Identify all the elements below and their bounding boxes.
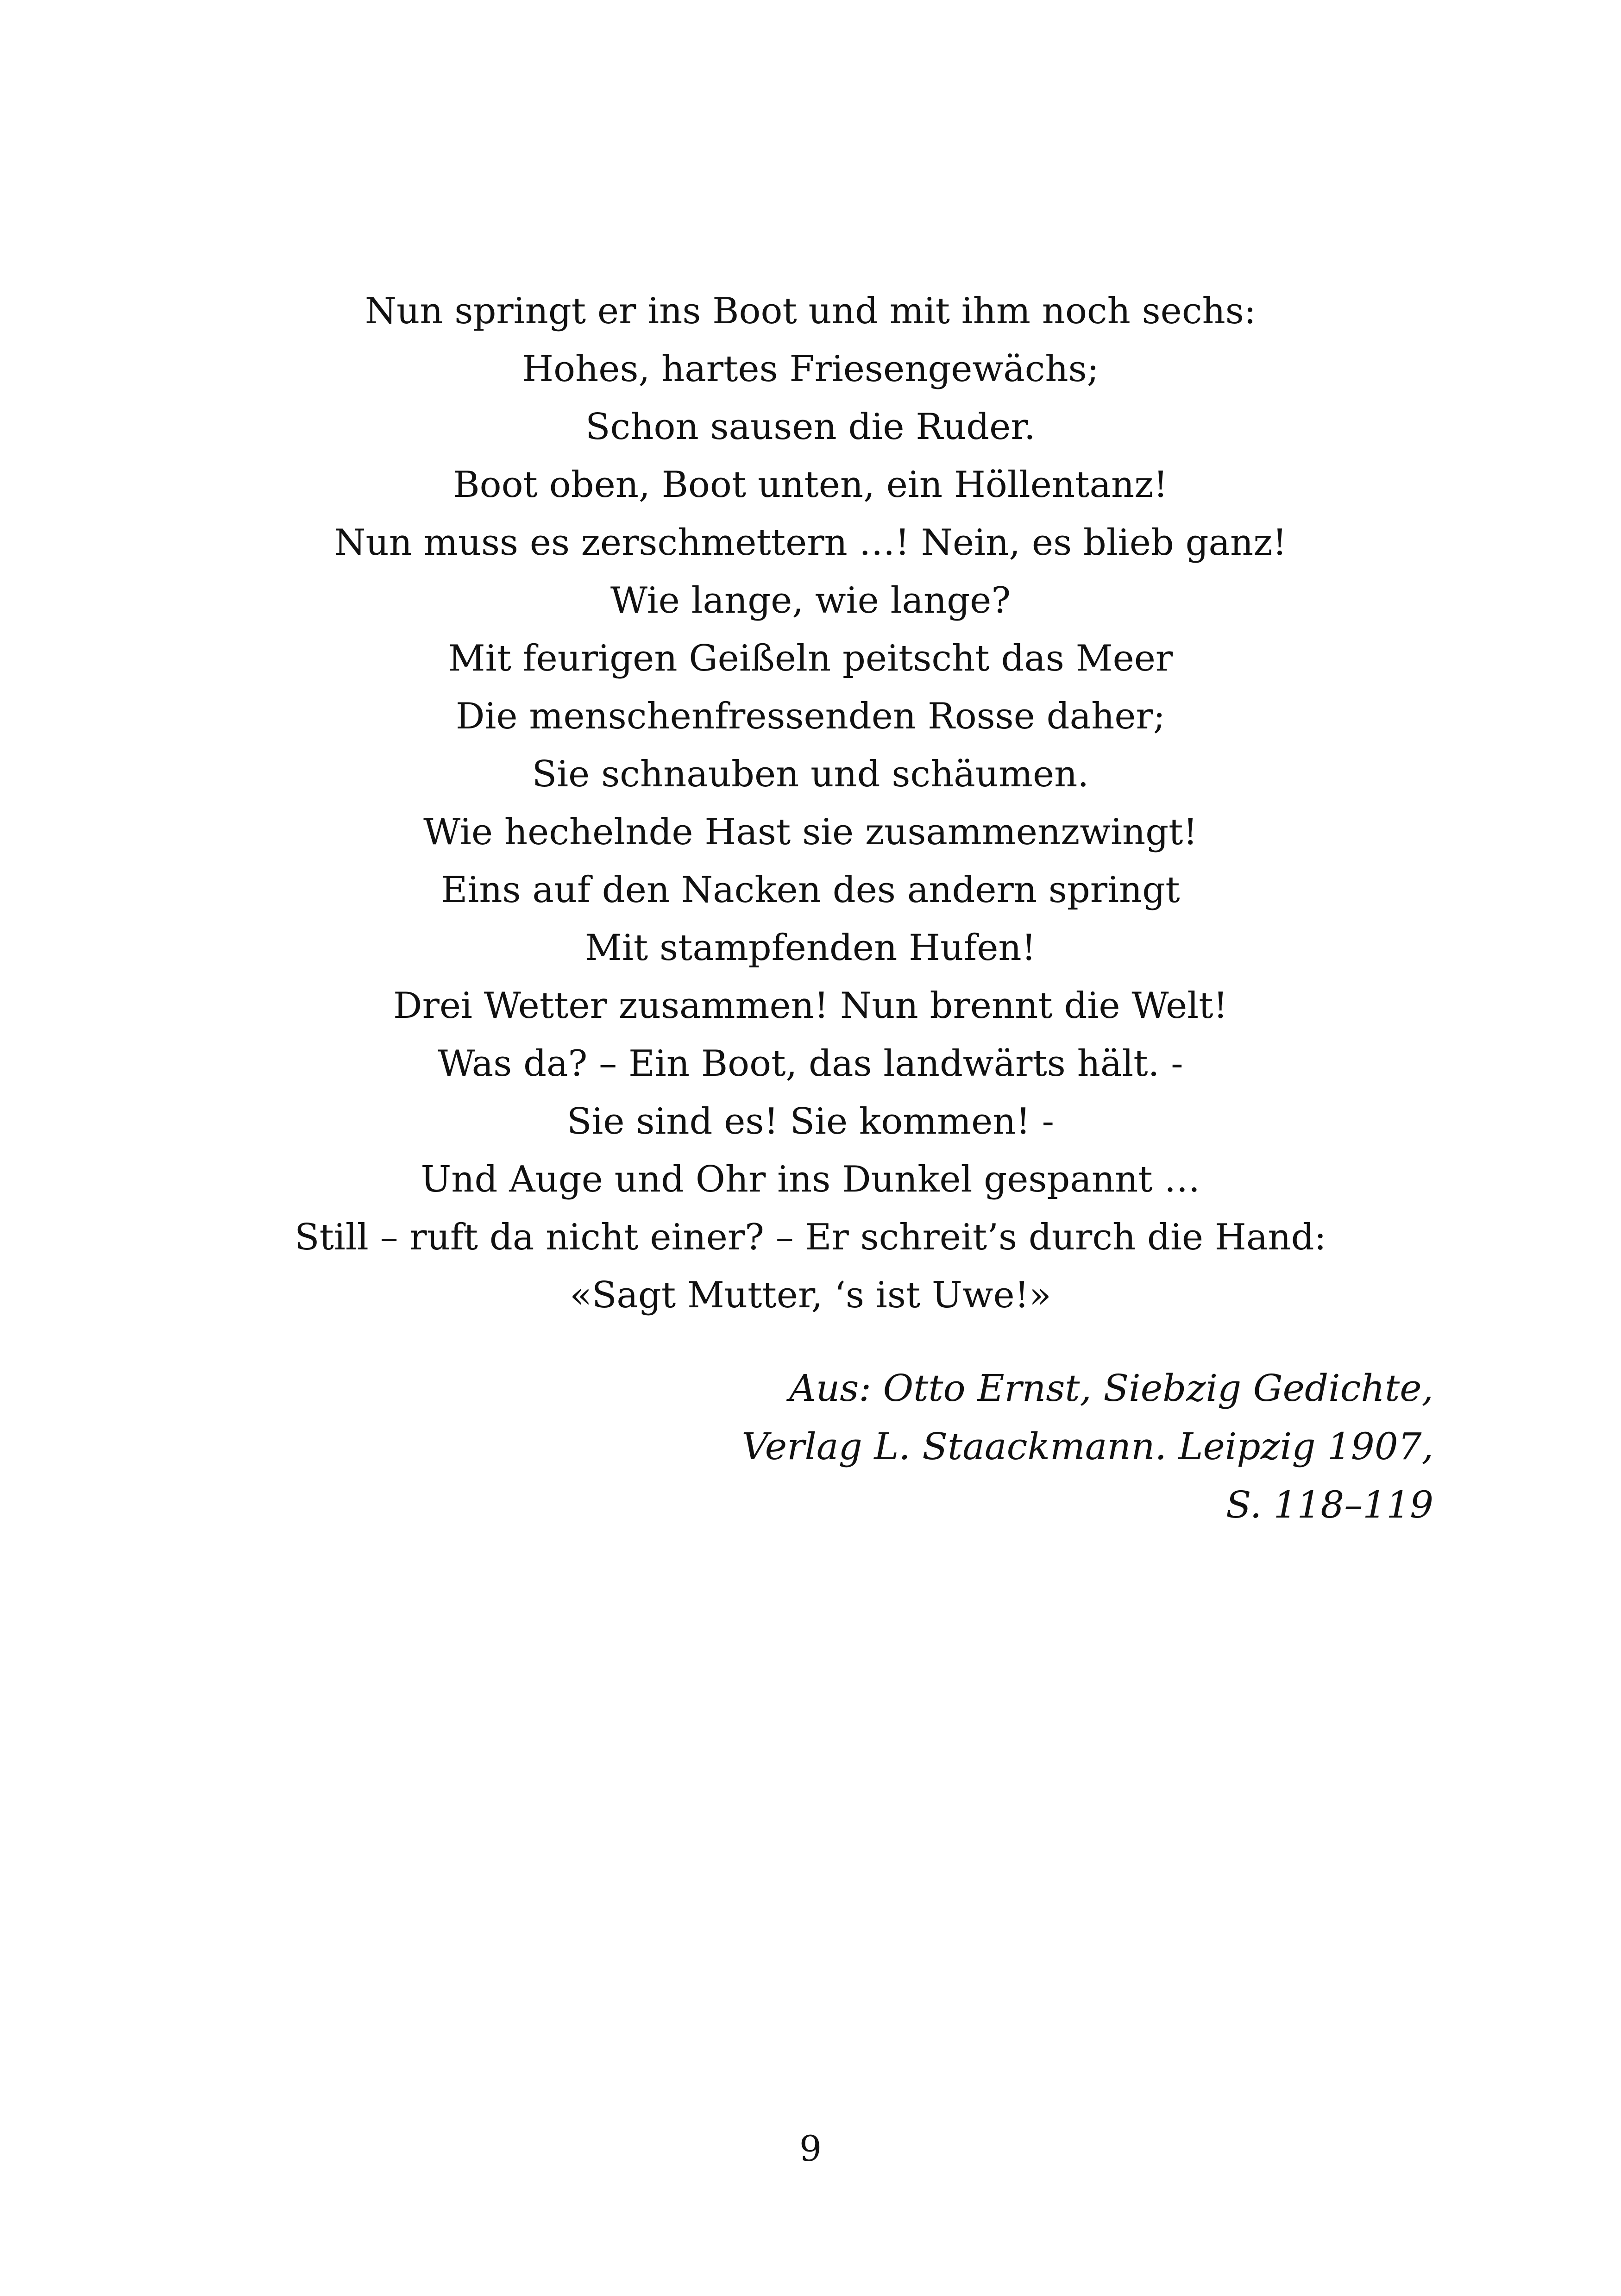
poem-line: Schon sausen die Ruder. — [585, 406, 1036, 448]
page-number: 9 — [799, 2128, 822, 2169]
citation-line: Verlag L. Staackmann. Leipzig 1907, — [741, 1425, 1433, 1468]
poem-line: Wie hechelnde Hast sie zusammenzwingt! — [423, 811, 1198, 853]
poem-line: Nun muss es zerschmettern …! Nein, es blieb ganz! — [334, 522, 1287, 564]
poem-line: «Sagt Mutter, ‘s ist Uwe!» — [570, 1274, 1051, 1316]
poem-line: Hohes, hartes Friesengewächs; — [522, 348, 1099, 390]
poem-line: Mit feurigen Geißeln peitscht das Meer — [448, 638, 1173, 679]
poem-line: Boot oben, Boot unten, ein Höllentanz! — [453, 464, 1168, 506]
poem-line: Sie sind es! Sie kommen! - — [567, 1101, 1054, 1142]
source-citation — [646, 1359, 1433, 1534]
poem-line: Was da? – Ein Boot, das landwärts hält. - — [438, 1043, 1183, 1085]
poem-line: Nun springt er ins Boot und mit ihm noch sechs: — [364, 290, 1257, 332]
poem-line: Sie schnauben und schäumen. — [532, 753, 1089, 795]
poem-line: Und Auge und Ohr ins Dunkel gespannt … — [421, 1159, 1200, 1200]
poem-line: Die menschenfressenden Rosse daher; — [455, 696, 1166, 737]
poem-line: Still – ruft da nicht einer? – Er schreit’s durch die Hand: — [295, 1217, 1326, 1258]
citation-line: S. 118–119 — [1225, 1483, 1433, 1526]
poem-line: Drei Wetter zusammen! Nun brennt die Welt! — [393, 985, 1228, 1027]
poem-stanza — [185, 282, 1436, 1324]
citation-line: Aus: Otto Ernst, Siebzig Gedichte, — [789, 1367, 1433, 1410]
poem-line: Eins auf den Nacken des andern springt — [441, 869, 1180, 911]
poem-line: Mit stampfenden Hufen! — [585, 927, 1036, 969]
poem-line: Wie lange, wie lange? — [610, 580, 1011, 621]
